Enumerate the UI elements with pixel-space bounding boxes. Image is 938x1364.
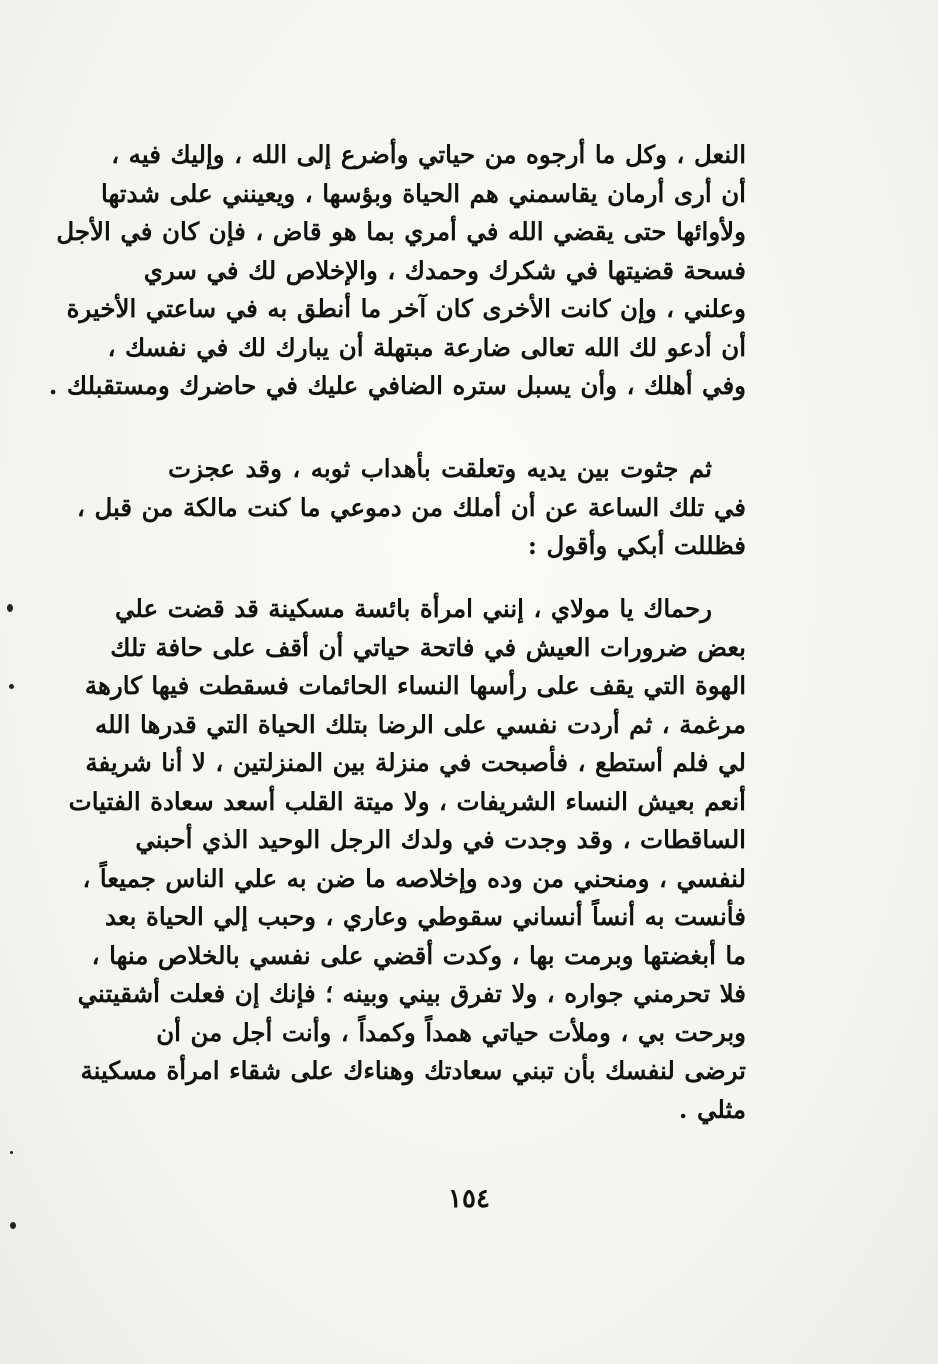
text-line: الهوة التي يقف على رأسها النساء الحائمات فسقطت فيها كارهة bbox=[84, 671, 746, 700]
text-line: مرغمة ، ثم أردت نفسي على الرضا بتلك الحياة التي قدرها الله bbox=[94, 709, 746, 739]
text-line: فظللت أبكي وأقول : bbox=[527, 531, 746, 560]
text-line: لنفسي ، ومنحني من وده وإخلاصه ما ضن به علي الناس جميعاً ، bbox=[82, 863, 746, 893]
text-line: فأنست به أنساً أنساني سقوطي وعاري ، وحبب إلي الحياة بعد bbox=[104, 902, 746, 931]
paragraph-1 bbox=[48, 136, 746, 406]
text-line: ما أبغضتها وبرمت بها ، وكدت أقضي على نفسي بالخلاص منها ، bbox=[91, 940, 746, 970]
scan-speck bbox=[10, 1151, 13, 1154]
text-line: وفي أهلك ، وأن يسبل ستره الضافي عليك في حاضرك ومستقبلك . bbox=[48, 371, 746, 400]
page-number: ١٥٤ bbox=[448, 1184, 490, 1214]
text-line: ترضى لنفسك بأن تبني سعادتك وهناءك على شقاء امرأة مسكينة bbox=[80, 1056, 746, 1085]
text-line: الساقطات ، وقد وجدت في ولدك الرجل الوحيد الذي أحبني bbox=[135, 825, 746, 854]
text-line: ثم جثوت بين يديه وتعلقت بأهداب ثوبه ، وقد عجزت bbox=[168, 454, 712, 483]
text-line: مثلي . bbox=[678, 1094, 746, 1124]
text-line: أن أرى أرمان يقاسمني هم الحياة وبؤسها ، ويعينني على شدتها bbox=[100, 178, 746, 208]
text-line: وبرحت بي ، وملأت حياتي همداً وكمداً ، وأنت أجل من أن bbox=[156, 1017, 746, 1047]
text-line: أنعم بعيش النساء الشريفات ، ولا ميتة القلب أسعد سعادة الفتيات bbox=[68, 786, 746, 816]
text-line: لي فلم أستطع ، فأصبحت في منزلة بين المنزلتين ، لا أنا شريفة bbox=[85, 748, 746, 777]
scan-speck bbox=[9, 684, 14, 689]
text-line: رحماك يا مولاي ، إنني امرأة بائسة مسكينة قد قضت علي bbox=[114, 594, 712, 623]
text-line: ولأوائها حتى يقضي الله في أمري بما هو قاض ، فإن كان في الأجل bbox=[56, 217, 746, 246]
scan-speck bbox=[7, 604, 13, 612]
scan-speck bbox=[10, 1222, 16, 1229]
text-line: فلا تحرمني جواره ، ولا تفرق بيني وبينه ؛ فإنك إن فعلت أشقيتني bbox=[77, 979, 746, 1008]
text-line: أن أدعو لك الله تعالى ضارعة مبتهلة أن يبارك لك في نفسك ، bbox=[107, 332, 746, 362]
text-line: فسحة قضيتها في شكرك وحمدك ، والإخلاص لك في سري bbox=[143, 255, 746, 285]
paragraph-2 bbox=[77, 450, 746, 566]
paragraph-3 bbox=[68, 590, 746, 1129]
text-line: في تلك الساعة عن أن أملك من دموعي ما كنت مالكة من قبل ، bbox=[77, 492, 746, 522]
text-line: وعلني ، وإن كانت الأخرى كان آخر ما أنطق به في ساعتي الأخيرة bbox=[66, 294, 746, 323]
text-line: بعض ضرورات العيش في فاتحة حياتي أن أقف على حافة تلك bbox=[110, 632, 746, 662]
text-line: النعل ، وكل ما أرجوه من حياتي وأضرع إلى الله ، وإليك فيه ، bbox=[111, 140, 746, 169]
